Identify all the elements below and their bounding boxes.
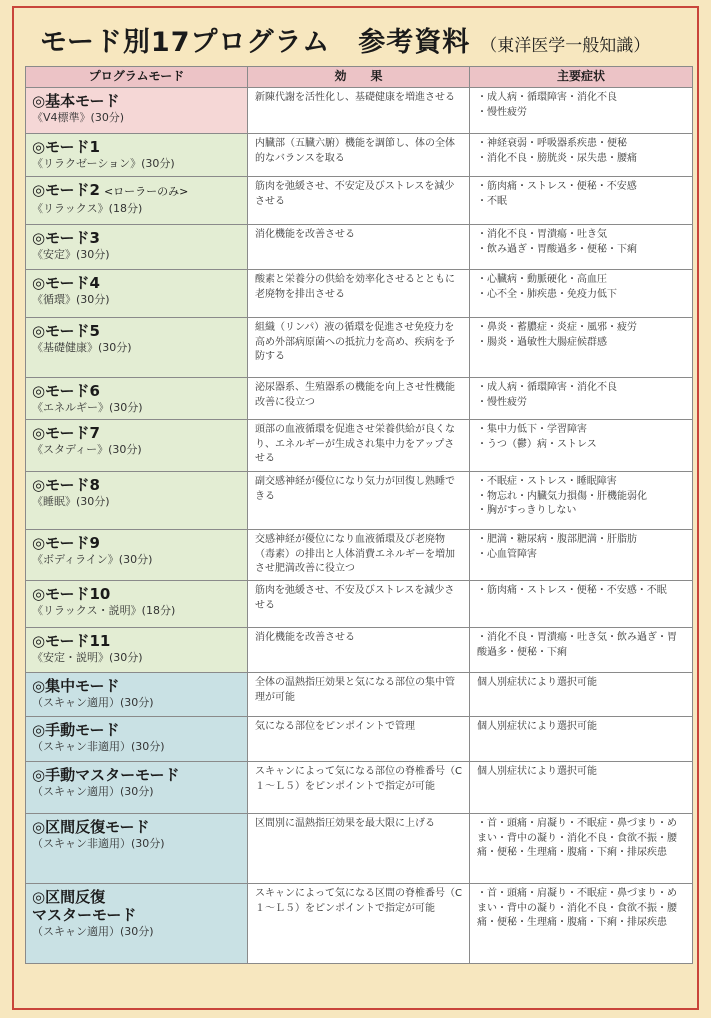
mode-name bbox=[32, 476, 241, 494]
mode-subtitle: 《循環》(30分) bbox=[32, 293, 110, 306]
mode-name-text: ◎モード7 bbox=[32, 424, 100, 442]
symptoms-cell bbox=[470, 318, 693, 378]
effect-cell: 区間別に温熱指圧効果を最大限に上げる bbox=[248, 814, 470, 884]
mode-name bbox=[32, 274, 241, 292]
symptom-line: ・消化不良・胃潰瘍・吐き気 bbox=[477, 229, 607, 240]
mode-name bbox=[32, 138, 241, 156]
table-row bbox=[26, 270, 693, 318]
effect-cell: スキャンによって気になる区間の脊椎番号（C１～Ｌ５）をピンポイントで指定が可能 bbox=[248, 884, 470, 964]
program-mode-cell bbox=[26, 814, 248, 884]
mode-name-text: ◎モード2 bbox=[32, 181, 100, 199]
table-row bbox=[26, 717, 693, 762]
mode-name-text: ◎モード1 bbox=[32, 138, 100, 156]
mode-name bbox=[32, 632, 241, 650]
mode-subtitle: （スキャン適用）(30分) bbox=[32, 925, 154, 938]
program-table bbox=[25, 66, 693, 964]
symptoms-cell bbox=[470, 378, 693, 420]
symptoms-cell bbox=[470, 628, 693, 673]
header-program-mode: プログラムモード bbox=[26, 67, 248, 88]
page-title bbox=[40, 20, 690, 64]
effect-cell: スキャンによって気になる部位の脊椎番号（C１～Ｌ５）をピンポイントで指定が可能 bbox=[248, 762, 470, 814]
mode-name-text: ◎モード10 bbox=[32, 585, 111, 603]
mode-subtitle: 《V4標準》(30分) bbox=[32, 111, 125, 124]
symptom-line: ・筋肉痛・ストレス・便秘・不安感・不眠 bbox=[477, 585, 667, 596]
effect-cell: 泌尿器系、生殖器系の機能を向上させ性機能改善に役立つ bbox=[248, 378, 470, 420]
effect-cell: 全体の温熱指圧効果と気になる部位の集中管理が可能 bbox=[248, 673, 470, 717]
symptom-line: ・消化不良・胃潰瘍・吐き気・飲み過ぎ・胃酸過多・便秘・下痢 bbox=[477, 632, 677, 658]
table-row bbox=[26, 177, 693, 225]
mode-name bbox=[32, 92, 241, 110]
table-row bbox=[26, 472, 693, 530]
program-mode-cell bbox=[26, 378, 248, 420]
symptoms-cell bbox=[470, 884, 693, 964]
program-mode-cell bbox=[26, 762, 248, 814]
program-mode-cell bbox=[26, 88, 248, 134]
program-mode-cell bbox=[26, 270, 248, 318]
mode-name-text: ◎手動モード bbox=[32, 721, 120, 739]
mode-subtitle: 《安定》(30分) bbox=[32, 248, 110, 261]
effect-cell: 新陳代謝を活性化し、基礎健康を増進させる bbox=[248, 88, 470, 134]
effect-cell: 内臓部（五臓六腑）機能を調節し、体の全体的なバランスを取る bbox=[248, 134, 470, 177]
symptom-line: ・胸がすっきりしない bbox=[477, 505, 577, 516]
mode-subtitle: 《リラクゼーション》(30分) bbox=[32, 157, 175, 170]
program-mode-cell bbox=[26, 884, 248, 964]
header-symptoms: 主要症状 bbox=[470, 67, 693, 88]
symptom-line: 個人別症状により選択可能 bbox=[477, 766, 597, 777]
mode-name bbox=[32, 229, 241, 247]
mode-subtitle: 《エネルギー》(30分) bbox=[32, 401, 143, 414]
mode-name-text: ◎手動マスターモード bbox=[32, 766, 180, 784]
mode-name bbox=[32, 888, 241, 906]
title-subtitle: （東洋医学一般知識） bbox=[480, 36, 651, 56]
symptoms-cell bbox=[470, 814, 693, 884]
mode-name-text: ◎モード8 bbox=[32, 476, 100, 494]
program-mode-cell bbox=[26, 225, 248, 270]
table-row bbox=[26, 762, 693, 814]
symptom-line: ・筋肉痛・ストレス・便秘・不安感 bbox=[477, 181, 637, 192]
mode-name-text: ◎モード4 bbox=[32, 274, 100, 292]
mode-name-text: ◎集中モード bbox=[32, 677, 120, 695]
table-body bbox=[26, 88, 693, 964]
mode-subtitle: 《基礎健康》(30分) bbox=[32, 341, 132, 354]
table-row bbox=[26, 884, 693, 964]
mode-name bbox=[32, 322, 241, 340]
table-row bbox=[26, 581, 693, 628]
mode-subtitle: （スキャン非適用）(30分) bbox=[32, 837, 165, 850]
table-row bbox=[26, 225, 693, 270]
effect-cell: 筋肉を弛緩させ、不安及びストレスを減少させる bbox=[248, 581, 470, 628]
effect-cell: 交感神経が優位になり血液循環及び老廃物（毒素）の排出と人体消費エネルギーを増加させ肥満改善に役立つ bbox=[248, 530, 470, 581]
mode-name bbox=[32, 818, 241, 836]
table-header-row bbox=[26, 67, 693, 88]
mode-subtitle: 《睡眠》(30分) bbox=[32, 495, 110, 508]
mode-name-text: ◎モード3 bbox=[32, 229, 100, 247]
symptoms-cell bbox=[470, 134, 693, 177]
mode-subtitle: 《安定・説明》(30分) bbox=[32, 651, 143, 664]
effect-cell: 組織（リンパ）液の循環を促進させ免疫力を高め外部病原菌への抵抗力を高め、疾病を予防する bbox=[248, 318, 470, 378]
symptoms-cell bbox=[470, 762, 693, 814]
symptoms-cell bbox=[470, 88, 693, 134]
effect-cell: 副交感神経が優位になり気力が回復し熟睡できる bbox=[248, 472, 470, 530]
table-row bbox=[26, 378, 693, 420]
symptom-line: 個人別症状により選択可能 bbox=[477, 677, 597, 688]
symptoms-cell bbox=[470, 581, 693, 628]
mode-name bbox=[32, 534, 241, 552]
symptom-line: ・不眠症・ストレス・睡眠障害 bbox=[477, 476, 617, 487]
mode-subtitle: （スキャン適用）(30分) bbox=[32, 696, 154, 709]
mode-subtitle: 《リラックス・説明》(18分) bbox=[32, 604, 176, 617]
mode-name-text: ◎区間反復 bbox=[32, 888, 106, 906]
effect-cell: 消化機能を改善させる bbox=[248, 225, 470, 270]
symptoms-cell bbox=[470, 673, 693, 717]
effect-cell: 酸素と栄養分の供給を効率化させるとともに老廃物を排出させる bbox=[248, 270, 470, 318]
table-row bbox=[26, 530, 693, 581]
symptoms-cell bbox=[470, 270, 693, 318]
effect-cell: 筋肉を弛緩させ、不安定及びストレスを減少させる bbox=[248, 177, 470, 225]
header-effect: 効 果 bbox=[248, 67, 470, 88]
symptom-line: ・集中力低下・学習障害 bbox=[477, 424, 587, 435]
mode-subtitle: 《リラックス》(18分) bbox=[32, 202, 143, 215]
program-mode-cell bbox=[26, 581, 248, 628]
symptom-line: ・肥満・糖尿病・腹部肥満・肝脂肪 bbox=[477, 534, 637, 545]
table-row bbox=[26, 814, 693, 884]
table-row bbox=[26, 134, 693, 177]
mode-subtitle: マスターモード bbox=[32, 906, 137, 924]
mode-subtitle: 《スタディー》(30分) bbox=[32, 443, 142, 456]
symptom-line: ・腸炎・過敏性大腸症候群感 bbox=[477, 336, 607, 348]
mode-note: <ローラーのみ> bbox=[103, 185, 189, 198]
table-row bbox=[26, 420, 693, 472]
program-mode-cell bbox=[26, 318, 248, 378]
mode-subtitle: （スキャン非適用）(30分) bbox=[32, 740, 165, 753]
symptom-line: ・成人病・循環障害・消化不良 bbox=[477, 92, 617, 103]
mode-name-text: ◎区間反復モード bbox=[32, 818, 150, 836]
mode-name bbox=[32, 721, 241, 739]
symptom-line: ・心不全・肺疾患・免疫力低下 bbox=[477, 288, 617, 300]
program-mode-cell bbox=[26, 134, 248, 177]
mode-name bbox=[32, 677, 241, 695]
mode-name bbox=[32, 585, 241, 603]
mode-name bbox=[32, 382, 241, 400]
mode-name bbox=[32, 424, 241, 442]
symptom-line: ・物忘れ・内臓気力損傷・肝機能弱化 bbox=[477, 490, 647, 502]
mode-name bbox=[32, 766, 241, 784]
program-mode-cell bbox=[26, 530, 248, 581]
symptom-line: ・首・頭痛・肩凝り・不眠症・鼻づまり・めまい・背中の凝り・消化不良・食欲不振・腰痛・便秘・生理痛・腹痛・下痢・排尿疾患 bbox=[477, 888, 677, 928]
symptom-line: ・成人病・循環障害・消化不良 bbox=[477, 382, 617, 393]
program-mode-cell bbox=[26, 420, 248, 472]
table-row bbox=[26, 673, 693, 717]
table-row bbox=[26, 628, 693, 673]
program-mode-cell bbox=[26, 177, 248, 225]
symptoms-cell bbox=[470, 420, 693, 472]
symptom-line: ・不眠 bbox=[477, 195, 507, 207]
effect-cell: 消化機能を改善させる bbox=[248, 628, 470, 673]
symptom-line: ・飲み過ぎ・胃酸過多・便秘・下痢 bbox=[477, 243, 637, 255]
symptoms-cell bbox=[470, 225, 693, 270]
symptom-line: ・消化不良・膀胱炎・尿失患・腰痛 bbox=[477, 152, 637, 164]
mode-subtitle: 《ボディライン》(30分) bbox=[32, 553, 153, 566]
program-mode-cell bbox=[26, 628, 248, 673]
symptom-line: ・首・頭痛・肩凝り・不眠症・鼻づまり・めまい・背中の凝り・消化不良・食欲不振・腰痛・便秘・生理痛・腹痛・下痢・排尿疾患 bbox=[477, 818, 677, 858]
symptom-line: ・慢性疲労 bbox=[477, 396, 527, 408]
symptoms-cell bbox=[470, 177, 693, 225]
program-mode-cell bbox=[26, 472, 248, 530]
mode-name-text: ◎モード9 bbox=[32, 534, 100, 552]
symptom-line: 個人別症状により選択可能 bbox=[477, 721, 597, 732]
effect-cell: 頭部の血液循環を促進させ栄養供給が良くなり、エネルギーが生成され集中力をアップさせる bbox=[248, 420, 470, 472]
symptom-line: ・心血管障害 bbox=[477, 548, 537, 560]
symptoms-cell bbox=[470, 717, 693, 762]
program-mode-cell bbox=[26, 673, 248, 717]
symptom-line: ・鼻炎・蓄膿症・炎症・風邪・疲労 bbox=[477, 322, 637, 333]
table-row bbox=[26, 318, 693, 378]
symptom-line: ・神経衰弱・呼吸器系疾患・便秘 bbox=[477, 138, 627, 149]
program-mode-cell bbox=[26, 717, 248, 762]
symptoms-cell bbox=[470, 472, 693, 530]
symptom-line: ・慢性疲労 bbox=[477, 106, 527, 118]
mode-name bbox=[32, 181, 241, 201]
title-main: モード別17プログラム 参考資料 bbox=[40, 27, 471, 58]
mode-subtitle: （スキャン適用）(30分) bbox=[32, 785, 154, 798]
table-row bbox=[26, 88, 693, 134]
effect-cell: 気になる部位をピンポイントで管理 bbox=[248, 717, 470, 762]
symptom-line: ・心臓病・動脈硬化・高血圧 bbox=[477, 274, 607, 285]
mode-name-text: ◎モード6 bbox=[32, 382, 100, 400]
mode-name-text: ◎モード5 bbox=[32, 322, 100, 340]
mode-name-text: ◎モード11 bbox=[32, 632, 111, 650]
symptoms-cell bbox=[470, 530, 693, 581]
symptom-line: ・うつ（鬱）病・ストレス bbox=[477, 438, 597, 450]
mode-name-text: ◎基本モード bbox=[32, 92, 120, 110]
